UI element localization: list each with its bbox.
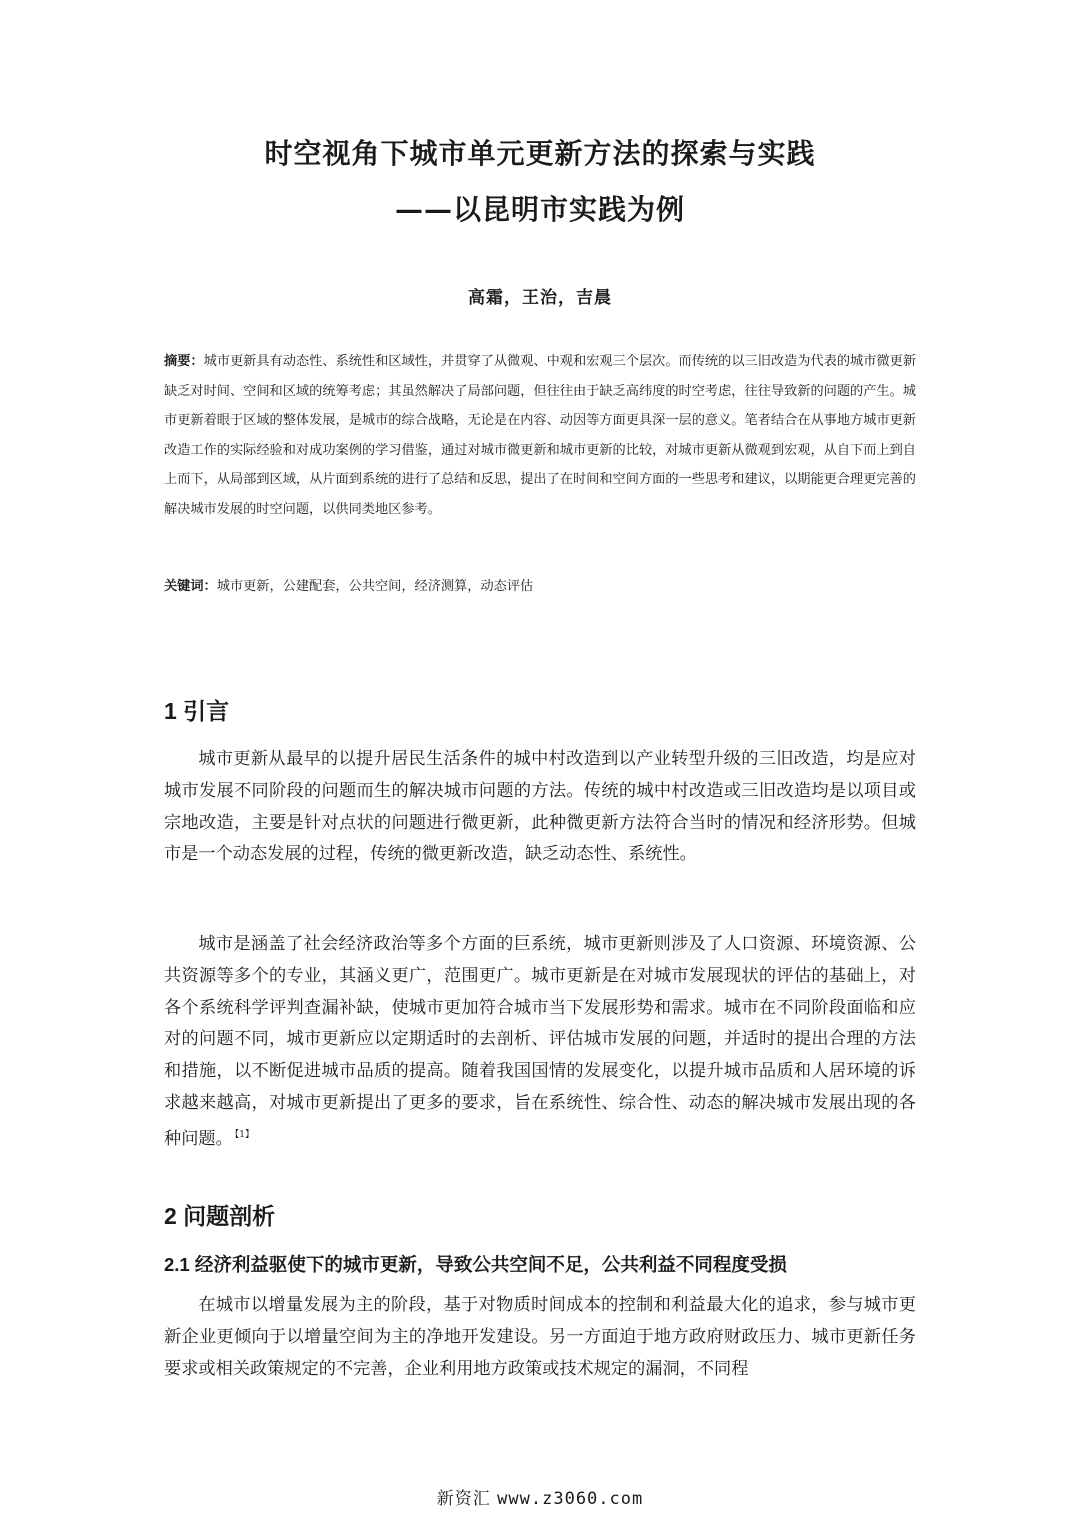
introduction-paragraph-1: 城市更新从最早的以提升居民生活条件的城中村改造到以产业转型升级的三旧改造，均是应对城市发展不同阶段的问题而生的解决城市问题的方法。传统的城中村改造或三旧改造均是以项目或宗地改造，主要是针对点状的问题进行微更新，此种微更新方法符合当时的情况和经济形势。但城市是一个动态发展的过程，传统的微更新改造，缺乏动态性、系统性。 bbox=[164, 749, 916, 865]
introduction-paragraph-2 bbox=[164, 929, 916, 1156]
subsection-2-1-paragraph: 在城市以增量发展为主的阶段，基于对物质时间成本的控制和利益最大化的追求，参与城市更新企业更倾向于以增量空间为主的净地开发建设。另一方面迫于地方政府财政压力、城市更新任务要求或相关政策规定的不完善，企业利用地方政策或技术规定的漏洞，不同程 bbox=[164, 1295, 916, 1379]
page-footer-watermark bbox=[0, 1484, 1080, 1509]
paper-title: 时空视角下城市单元更新方法的探索与实践 bbox=[264, 137, 816, 170]
section-heading-introduction: 1 引言 bbox=[164, 698, 230, 724]
paper-subtitle: ——以昆明市实践为例 bbox=[394, 193, 685, 226]
keywords-label: 关键词： bbox=[164, 579, 217, 594]
author-list: 高霜，王治，吉晨 bbox=[468, 288, 612, 308]
section-heading-problem-analysis: 2 问题剖析 bbox=[164, 1203, 276, 1229]
abstract-text: 城市更新具有动态性、系统性和区域性，并贯穿了从微观、中观和宏观三个层次。而传统的以三旧改造为代表的城市微更新缺乏对时间、空间和区域的统筹考虑；其虽然解决了局部问题，但往往由于缺乏高纬度的时空考虑，往往导致新的问题的产生。城市更新着眼于区域的整体发展，是城市的综合战略，无论是在内容、动因等方面更具深一层的意义。笔者结合在从事地方城市更新改造工作的实际经验和对成功案例的学习借鉴，通过对城市微更新和城市更新的比较，对城市更新从微观到宏观，从自下而上到自上而下，从局部到区域，从片面到系统的进行了总结和反思，提出了在时间和空间方面的一些思考和建议，以期能更合理更完善的解决城市发展的时空问题，以供同类地区参考。 bbox=[164, 354, 917, 517]
keywords-block bbox=[164, 572, 916, 602]
abstract-label: 摘要： bbox=[164, 354, 204, 369]
keywords-text: 城市更新，公建配套，公共空间，经济测算，动态评估 bbox=[216, 579, 534, 594]
abstract-block bbox=[164, 347, 916, 525]
introduction-paragraph-2-text: 城市是涵盖了社会经济政治等多个方面的巨系统，城市更新则涉及了人口资源、环境资源、公共资源等多个的专业，其涵义更广，范围更广。城市更新是在对城市发展现状的评估的基础上，对各个系统科学评判查漏补缺，使城市更加符合城市当下发展形势和需求。城市在不同阶段面临和应对的问题不同，城市更新应以定期适时的去剖析、评估城市发展的问题，并适时的提出合理的方法和措施，以不断促进城市品质的提高。随着我国国情的发展变化，以提升城市品质和人居环境的诉求越来越高，对城市更新提出了更多的要求，旨在系统性、综合性、动态的解决城市发展出现的各种问题。 bbox=[164, 934, 916, 1149]
footer-url[interactable]: www.z3060.com bbox=[497, 1489, 644, 1509]
footer-site-name: 新资汇 bbox=[436, 1489, 491, 1509]
subsection-heading-2-1: 2.1 经济利益驱使下的城市更新，导致公共空间不足，公共利益不同程度受损 bbox=[164, 1254, 787, 1275]
reference-marker[interactable]: 【1】 bbox=[234, 1129, 254, 1140]
